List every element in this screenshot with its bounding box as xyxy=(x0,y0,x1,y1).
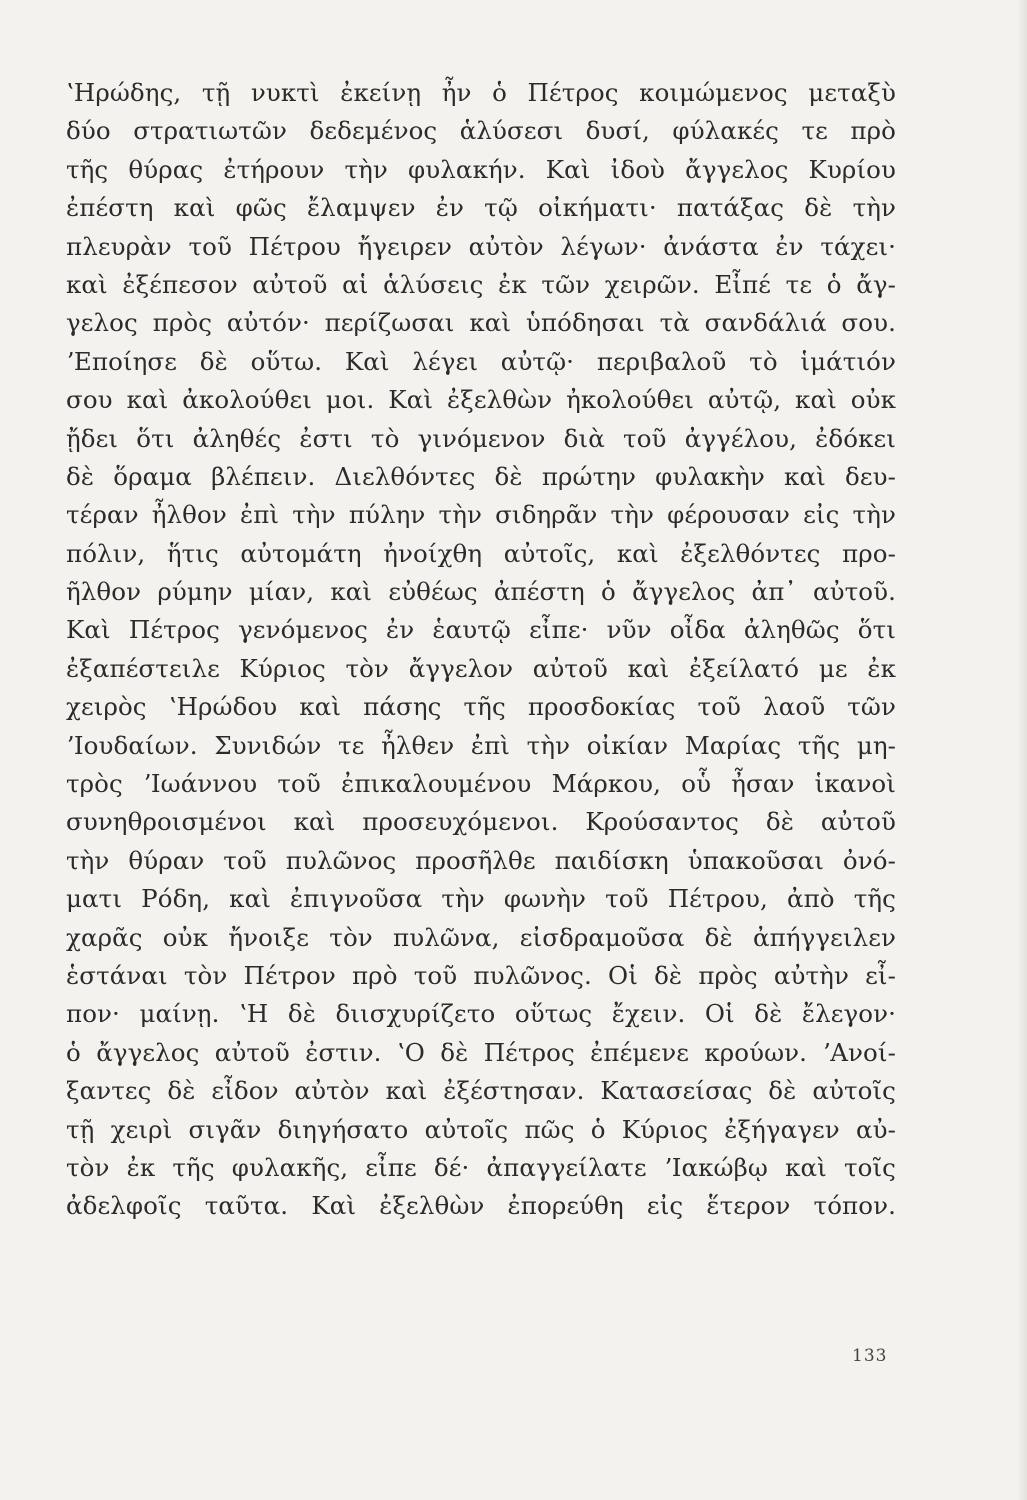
text-line: τρὸς ʼΙωάννου τοῦ ἐπικαλουμένου Μάρκου, οὗ ἦσαν ἱκανοὶ xyxy=(66,769,896,799)
text-line: ᾔδει ὅτι ἀληθές ἐστι τὸ γινόμενον διὰ τοῦ ἀγγέλου, ἐδόκει xyxy=(66,423,896,453)
text-line: Καὶ Πέτρος γενόμενος ἐν ἑαυτῷ εἶπε· νῦν οἶδα ἀληθῶς ὅτι xyxy=(66,615,896,645)
text-line: συνηθροισμένοι καὶ προσευχόμενοι. Κρούσαντος δὲ αὐτοῦ xyxy=(66,807,896,837)
text-line: γελος πρὸς αὐτόν· περίζωσαι καὶ ὑπόδησαι τὰ σανδάλιά σου. xyxy=(66,308,896,338)
text-line: τῇ χειρὶ σιγᾶν διηγήσατο αὐτοῖς πῶς ὁ Κύριος ἐξήγαγεν αὐ- xyxy=(66,1114,896,1144)
text-line: καὶ ἐξέπεσον αὐτοῦ αἱ ἁλύσεις ἐκ τῶν χειρῶν. Εἶπέ τε ὁ ἄγ- xyxy=(66,269,896,299)
page-number: 133 xyxy=(852,1346,888,1366)
text-line: τὸν ἐκ τῆς φυλακῆς, εἶπε δέ· ἀπαγγείλατε ʼΙακώβῳ καὶ τοῖς xyxy=(66,1152,896,1182)
text-line: πλευρὰν τοῦ Πέτρου ἤγειρεν αὐτὸν λέγων· ἀνάστα ἐν τάχει· xyxy=(66,231,896,261)
text-line: δύο στρατιωτῶν δεδεμένος ἁλύσεσι δυσί, φύλακές τε πρὸ xyxy=(66,116,896,146)
text-line: ʽΗρώδης, τῇ νυκτὶ ἐκείνῃ ἦν ὁ Πέτρος κοιμώμενος μεταξὺ xyxy=(66,78,896,107)
text-line: χειρὸς ʽΗρώδου καὶ πάσης τῆς προσδοκίας τοῦ λαοῦ τῶν xyxy=(66,692,896,722)
body-text xyxy=(66,74,896,1226)
text-line: τὴν θύραν τοῦ πυλῶνος προσῆλθε παιδίσκη ὑπακοῦσαι ὀνό- xyxy=(66,845,896,875)
text-line: σου καὶ ἀκολούθει μοι. Καὶ ἐξελθὼν ἠκολούθει αὐτῷ, καὶ οὐκ xyxy=(66,385,896,415)
text-line: ῆλθον ρύμην μίαν, καὶ εὐθέως ἀπέστη ὁ ἄγγελος ἀπ᾽ αὐτοῦ. xyxy=(66,577,896,607)
text-line: πόλιν, ἥτις αὐτομάτη ἠνοίχθη αὐτοῖς, καὶ ἐξελθόντες προ- xyxy=(66,538,896,568)
text-line: δὲ ὅραμα βλέπειν. Διελθόντες δὲ πρώτην φυλακὴν καὶ δευ- xyxy=(66,461,896,491)
text-line: ἐπέστη καὶ φῶς ἔλαμψεν ἐν τῷ οἰκήματι· πατάξας δὲ τὴν xyxy=(66,193,896,223)
text-line: χαρᾶς οὐκ ἤνοιξε τὸν πυλῶνα, εἰσδραμοῦσα δὲ ἀπήγγειλεν xyxy=(66,922,896,952)
text-line: ἀδελφοῖς ταῦτα. Καὶ ἐξελθὼν ἐπορεύθη εἰς ἕτερον τόπον. xyxy=(66,1191,896,1221)
text-line: ὁ ἄγγελος αὐτοῦ ἐστιν. ʽΟ δὲ Πέτρος ἐπέμενε κρούων. ʼΑνοί- xyxy=(66,1037,896,1067)
page-edge-shadow xyxy=(1017,0,1027,1500)
text-line: τῆς θύρας ἐτήρουν τὴν φυλακήν. Καὶ ἰδοὺ ἄγγελος Κυρίου xyxy=(66,154,896,184)
text-line: ἑστάναι τὸν Πέτρον πρὸ τοῦ πυλῶνος. Οἱ δὲ πρὸς αὐτὴν εἶ- xyxy=(66,960,896,990)
text-line: ξαντες δὲ εἶδον αὐτὸν καὶ ἐξέστησαν. Κατασείσας δὲ αὐτοῖς xyxy=(66,1076,896,1106)
text-line: τέραν ἦλθον ἐπὶ τὴν πύλην τὴν σιδηρᾶν τὴν φέρουσαν εἰς τὴν xyxy=(66,500,896,530)
text-line: ʼΙουδαίων. Συνιδών τε ἦλθεν ἐπὶ τὴν οἰκίαν Μαρίας τῆς μη- xyxy=(66,730,896,760)
text-line: ʼΕποίησε δὲ οὕτω. Καὶ λέγει αὐτῷ· περιβαλοῦ τὸ ἱμάτιόν xyxy=(66,346,896,376)
text-line: ἐξαπέστειλε Κύριος τὸν ἄγγελον αὐτοῦ καὶ ἐξείλατό με ἐκ xyxy=(66,653,896,683)
text-line: ματι Ρόδη, καὶ ἐπιγνοῦσα τὴν φωνὴν τοῦ Πέτρου, ἀπὸ τῆς xyxy=(66,884,896,914)
text-line: πον· μαίνῃ. ʽΗ δὲ διισχυρίζετο οὕτως ἔχειν. Οἱ δὲ ἔλεγον· xyxy=(66,999,896,1029)
